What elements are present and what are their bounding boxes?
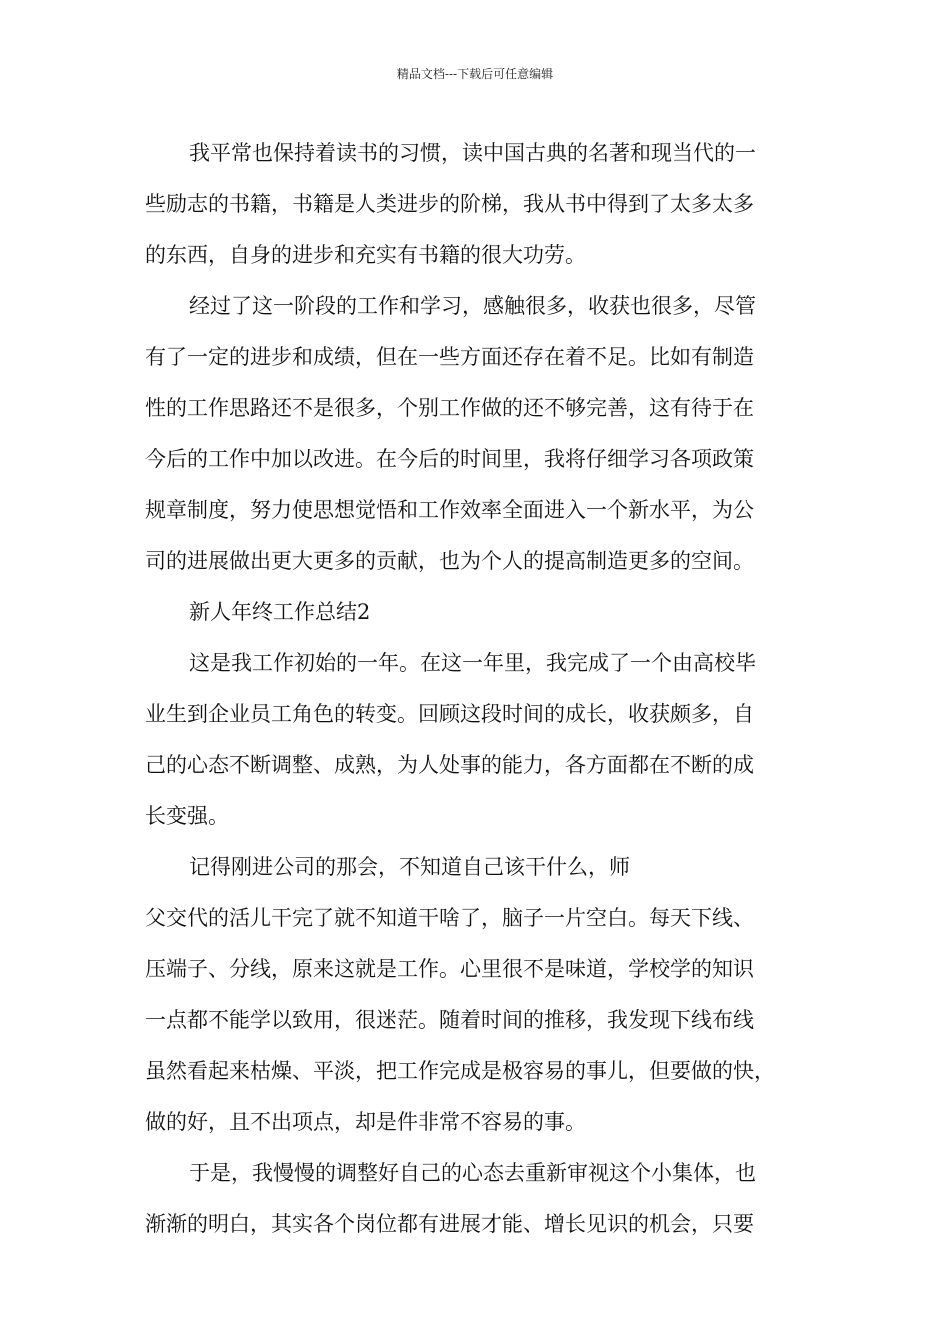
page-header: 精品文档---下载后可任意编辑 xyxy=(396,67,554,81)
paragraph-line: 业生到企业员工角色的转变。回顾这段时间的成长，收获颇多，自 xyxy=(145,702,754,726)
paragraph-line: 规章制度，努力使思想觉悟和工作效率全面进入一个新水平，为公 xyxy=(145,498,754,522)
section-heading: 新人年终工作总结2 xyxy=(189,600,371,624)
paragraph-line: 父交代的活儿干完了就不知道干啥了，脑子一片空白。每天下线、 xyxy=(145,906,754,930)
paragraph-line: 记得刚进公司的那会，不知道自己该干什么，师 xyxy=(189,855,630,879)
paragraph-line: 做的好，且不出项点，却是件非常不容易的事。 xyxy=(145,1110,586,1134)
paragraph-line: 有了一定的进步和成绩，但在一些方面还存在着不足。比如有制造 xyxy=(145,345,754,369)
paragraph-line: 些励志的书籍，书籍是人类进步的阶梯，我从书中得到了太多太多 xyxy=(145,192,754,216)
paragraph-line: 一点都不能学以致用，很迷茫。随着时间的推移，我发现下线布线 xyxy=(145,1008,754,1032)
paragraph-line: 压端子、分线，原来这就是工作。心里很不是味道，学校学的知识 xyxy=(145,957,754,981)
paragraph-line: 的东西，自身的进步和充实有书籍的很大功劳。 xyxy=(145,243,586,267)
paragraph-line: 经过了这一阶段的工作和学习，感触很多，收获也很多，尽管 xyxy=(189,294,756,318)
paragraph-line: 于是，我慢慢的调整好自己的心态去重新审视这个小集体，也 xyxy=(189,1161,756,1185)
paragraph-line: 今后的工作中加以改进。在今后的时间里，我将仔细学习各项政策 xyxy=(145,447,754,471)
paragraph-line: 虽然看起来枯燥、平淡，把工作完成是极容易的事儿，但要做的快， xyxy=(145,1059,775,1083)
paragraph-line: 己的心态不断调整、成熟，为人处事的能力，各方面都在不断的成 xyxy=(145,753,754,777)
paragraph-line: 我平常也保持着读书的习惯，读中国古典的名著和现当代的一 xyxy=(189,141,756,165)
paragraph-line: 司的进展做出更大更多的贡献，也为个人的提高制造更多的空间。 xyxy=(145,549,754,573)
document-body xyxy=(145,128,821,1250)
paragraph-line: 这是我工作初始的一年。在这一年里，我完成了一个由高校毕 xyxy=(189,651,756,675)
paragraph-line: 渐渐的明白，其实各个岗位都有进展才能、增长见识的机会，只要 xyxy=(145,1212,754,1236)
paragraph-line: 性的工作思路还不是很多，个别工作做的还不够完善，这有待于在 xyxy=(145,396,754,420)
paragraph-line: 长变强。 xyxy=(145,804,229,828)
